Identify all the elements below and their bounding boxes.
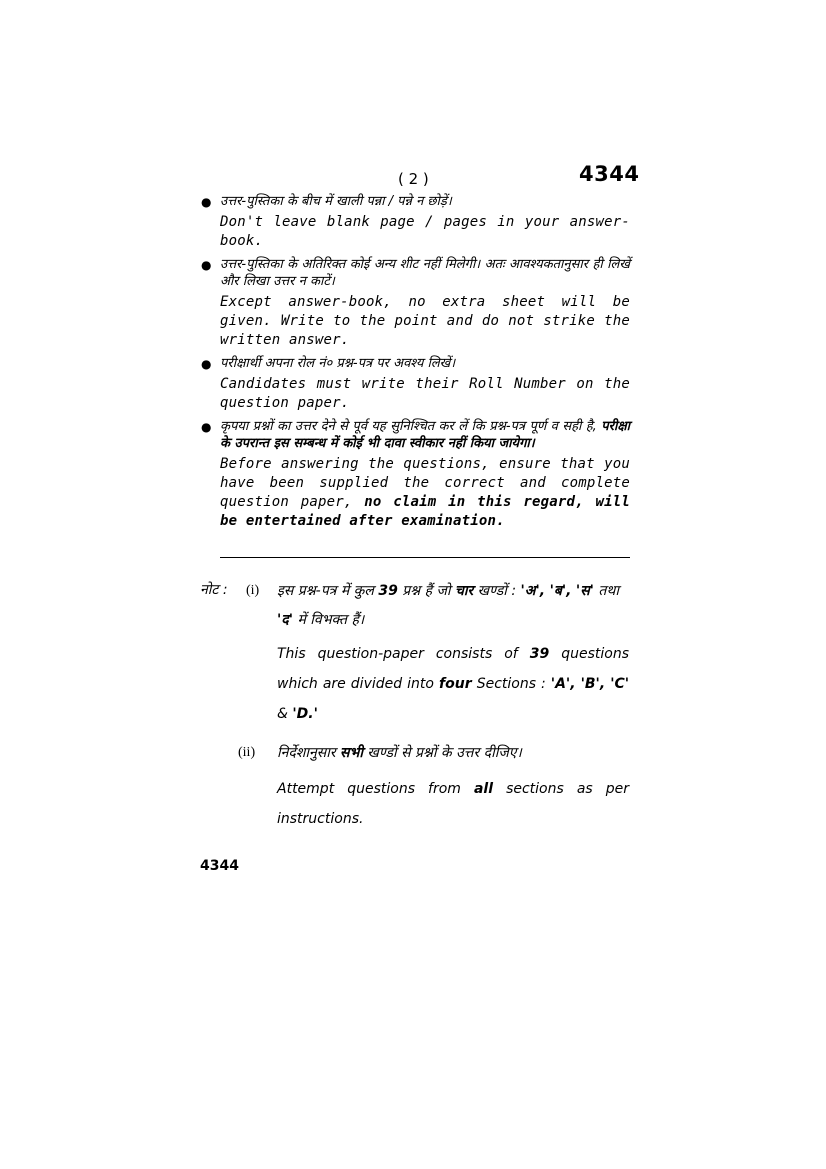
note-item-1-hindi: इस प्रश्न-पत्र में कुल 39 प्रश्न हैं जो चार खण्डों : 'अ', 'ब', 'स' तथा 'द' में विभक्त हैं। bbox=[277, 583, 619, 628]
instruction-english: Candidates must write their Roll Number on the question paper. bbox=[220, 376, 630, 411]
note-item-2-hindi: निर्देशानुसार सभी खण्डों से प्रश्नों के उत्तर दीजिए। bbox=[277, 745, 522, 761]
instruction-english: Except answer-book, no extra sheet will be given. Write to the point and do not strike the written answer. bbox=[220, 294, 630, 348]
bullet-icon: ● bbox=[201, 195, 212, 209]
note-item-number: (i) bbox=[246, 583, 260, 598]
bullet-icon: ● bbox=[201, 258, 212, 272]
note-label: नोट : bbox=[200, 582, 228, 598]
instruction-hindi-bold: परीक्षा के उपरान्त इस सम्बन्ध में कोई भी दावा स्वीकार नहीं किया जायेगा। bbox=[220, 419, 631, 451]
instructions-list bbox=[198, 193, 630, 536]
divider-line bbox=[220, 557, 630, 558]
instruction-item bbox=[198, 355, 630, 413]
note-item-number: (ii) bbox=[238, 745, 256, 760]
note-item-2-english: Attempt questions from all sections as per instructions. bbox=[277, 781, 630, 827]
instruction-hindi: उत्तर-पुस्तिका के बीच में खाली पन्ना / पन्ने न छोड़ें। bbox=[220, 194, 452, 209]
instruction-hindi-text: कृपया प्रश्नों का उत्तर देने से पूर्व यह सुनिश्चित कर लें कि प्रश्न-पत्र पूर्ण व सही है, bbox=[220, 419, 597, 434]
bullet-icon: ● bbox=[201, 357, 212, 371]
paper-code-footer: 4344 bbox=[200, 858, 239, 874]
instruction-english bbox=[220, 455, 630, 531]
bullet-icon: ● bbox=[201, 420, 212, 434]
note-item-1 bbox=[277, 577, 629, 729]
instruction-english-bold: no claim in this regard, will be entertained after examination. bbox=[220, 494, 630, 529]
instruction-hindi: उत्तर-पुस्तिका के अतिरिक्त कोई अन्य शीट नहीं मिलेगी। अतः आवश्यकतानुसार ही लिखें और लिखा उत्तर न काटें। bbox=[220, 257, 630, 289]
instruction-item bbox=[198, 256, 630, 350]
page-number: ( 2 ) bbox=[398, 170, 429, 188]
instruction-hindi: परीक्षार्थी अपना रोल नं० प्रश्न-पत्र पर अवश्य लिखें। bbox=[220, 356, 456, 371]
note-item-1-english: This question-paper consists of 39 questions which are divided into four Sections : 'A', 'B', 'C' & 'D.' bbox=[277, 646, 630, 722]
instruction-item bbox=[198, 193, 630, 251]
instruction-item bbox=[198, 418, 630, 531]
instruction-hindi bbox=[220, 418, 630, 452]
instruction-english: Don't leave blank page / pages in your answer-book. bbox=[220, 214, 630, 249]
note-item-2 bbox=[277, 739, 629, 834]
paper-code-header: 4344 bbox=[579, 162, 640, 186]
instruction-english-text: Before answering the questions, ensure that you have been supplied the correct and complete question paper, bbox=[220, 456, 630, 510]
